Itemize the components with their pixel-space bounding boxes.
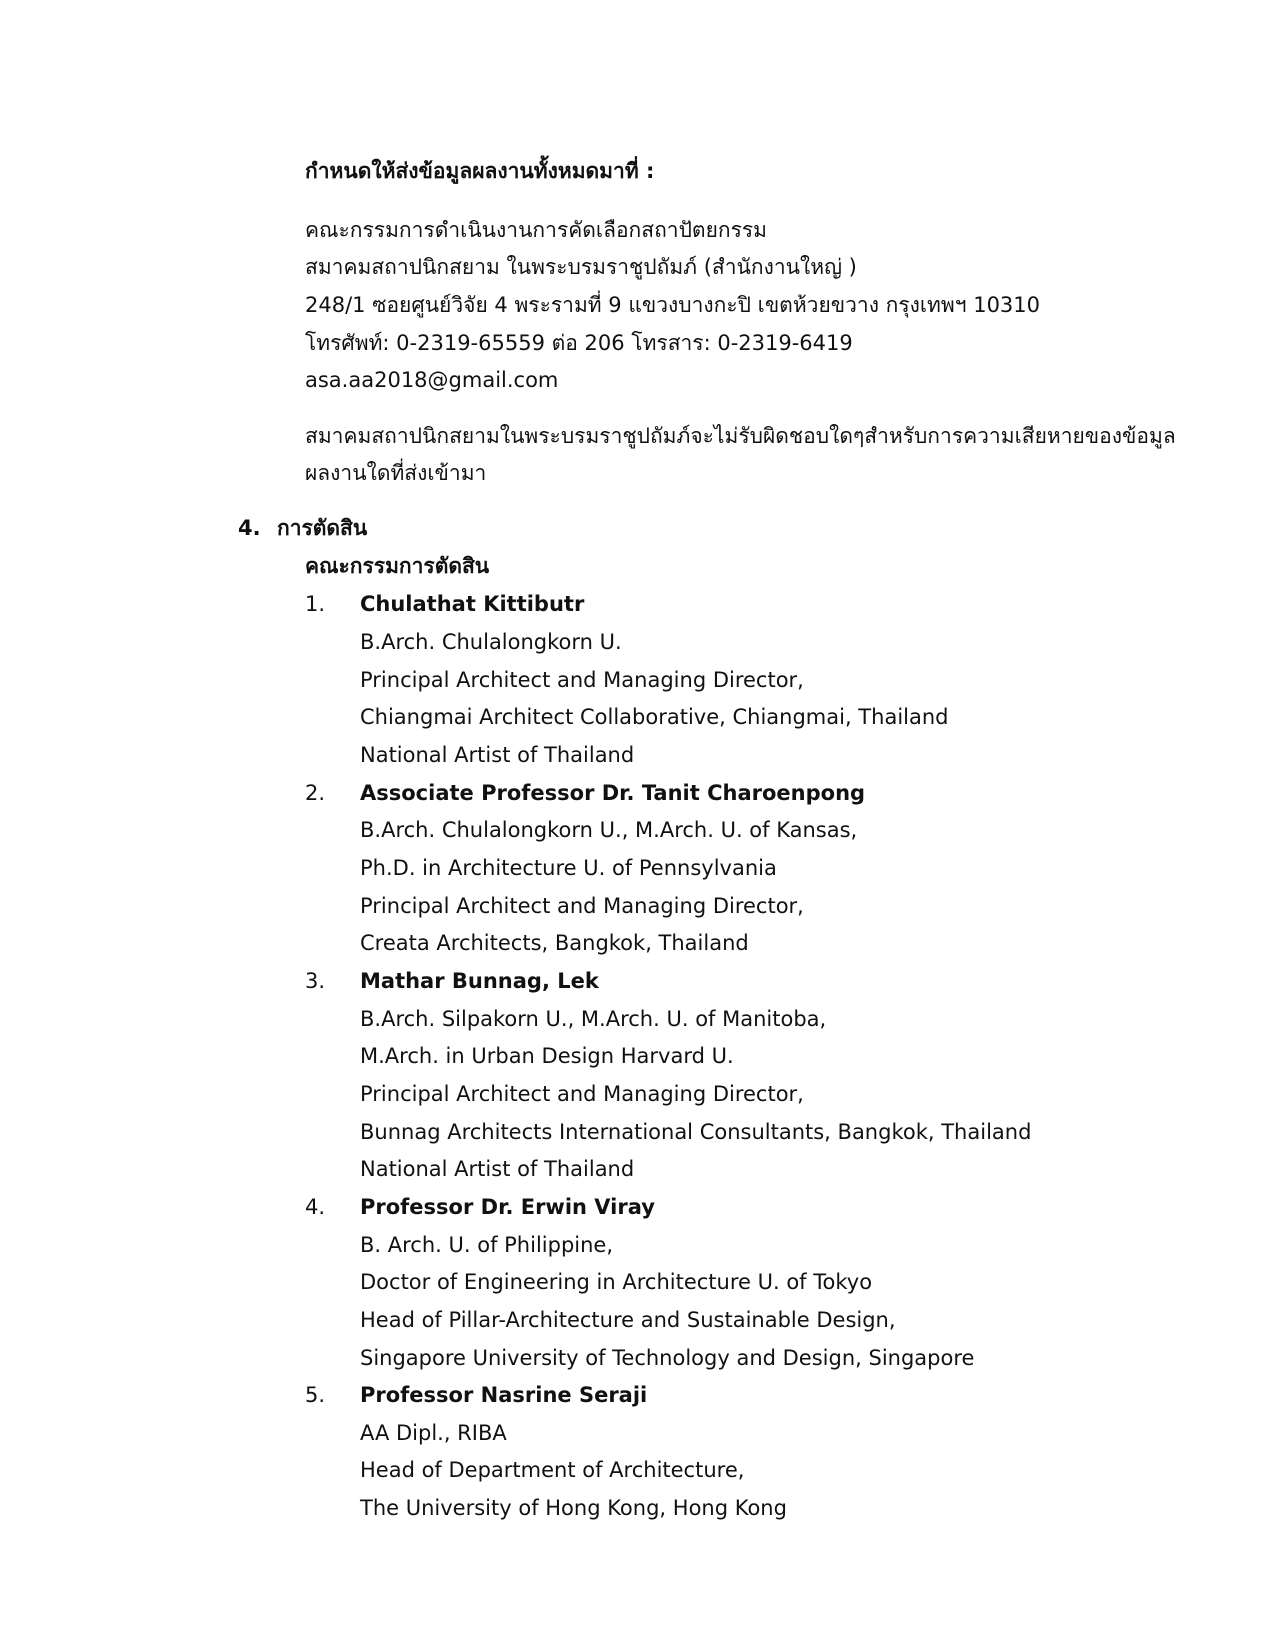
juror-detail: Ph.D. in Architecture U. of Pennsylvania bbox=[360, 856, 777, 880]
juror-detail: Chiangmai Architect Collaborative, Chiangmai, Thailand bbox=[360, 705, 949, 729]
disclaimer-line: ผลงานใดที่ส่งเข้ามา bbox=[305, 461, 487, 485]
juror-name: Professor Nasrine Seraji bbox=[360, 1383, 648, 1407]
juror-detail: B. Arch. U. of Philippine, bbox=[360, 1233, 614, 1257]
juror-detail: M.Arch. in Urban Design Harvard U. bbox=[360, 1044, 734, 1068]
address-line: สมาคมสถาปนิกสยาม ในพระบรมราชูปถัมภ์ (สำนักงานใหญ่ ) bbox=[305, 255, 857, 279]
juror-name: Associate Professor Dr. Tanit Charoenpong bbox=[360, 781, 866, 805]
juror-detail: B.Arch. Silpakorn U., M.Arch. U. of Manitoba, bbox=[360, 1007, 827, 1031]
section-title: การตัดสิน bbox=[277, 516, 368, 540]
juror-detail: Head of Pillar-Architecture and Sustainable Design, bbox=[360, 1308, 896, 1332]
juror-detail: Doctor of Engineering in Architecture U. of Tokyo bbox=[360, 1270, 873, 1294]
committee-title: คณะกรรมการตัดสิน bbox=[305, 554, 490, 578]
juror-detail: National Artist of Thailand bbox=[360, 1157, 635, 1181]
email-line: asa.aa2018@gmail.com bbox=[305, 368, 559, 392]
address-line: คณะกรรมการดำเนินงานการคัดเลือกสถาปัตยกรรม bbox=[305, 218, 767, 242]
juror-name: Mathar Bunnag, Lek bbox=[360, 969, 599, 993]
juror-detail: Bunnag Architects International Consultants, Bangkok, Thailand bbox=[360, 1120, 1032, 1144]
section-number: 4. bbox=[238, 516, 261, 540]
phone-fax-line: โทรศัพท์: 0-2319-65559 ต่อ 206 โทรสาร: 0-2319-6419 bbox=[305, 331, 853, 355]
juror-number: 2. bbox=[305, 781, 326, 805]
juror-detail: AA Dipl., RIBA bbox=[360, 1421, 507, 1445]
juror-detail: National Artist of Thailand bbox=[360, 743, 635, 767]
juror-detail: Principal Architect and Managing Director, bbox=[360, 668, 804, 692]
juror-detail: The University of Hong Kong, Hong Kong bbox=[360, 1496, 787, 1520]
juror-detail: Creata Architects, Bangkok, Thailand bbox=[360, 931, 749, 955]
juror-detail: B.Arch. Chulalongkorn U. bbox=[360, 630, 622, 654]
juror-name: Chulathat Kittibutr bbox=[360, 592, 585, 616]
address-line: 248/1 ซอยศูนย์วิจัย 4 พระรามที่ 9 แขวงบางกะปิ เขตห้วยขวาง กรุงเทพฯ 10310 bbox=[305, 293, 1041, 317]
juror-detail: Singapore University of Technology and Design, Singapore bbox=[360, 1346, 975, 1370]
juror-number: 3. bbox=[305, 969, 326, 993]
juror-detail: Principal Architect and Managing Director, bbox=[360, 1082, 804, 1106]
disclaimer-line: สมาคมสถาปนิกสยามในพระบรมราชูปถัมภ์จะไม่รับผิดชอบใดๆสำหรับการความเสียหายของข้อมูล bbox=[305, 424, 1176, 448]
submission-heading: กำหนดให้ส่งข้อมูลผลงานทั้งหมดมาที่ : bbox=[305, 159, 655, 183]
juror-name: Professor Dr. Erwin Viray bbox=[360, 1195, 655, 1219]
juror-detail: B.Arch. Chulalongkorn U., M.Arch. U. of Kansas, bbox=[360, 818, 858, 842]
juror-number: 1. bbox=[305, 592, 326, 616]
juror-detail: Head of Department of Architecture, bbox=[360, 1458, 745, 1482]
juror-number: 4. bbox=[305, 1195, 326, 1219]
juror-detail: Principal Architect and Managing Director, bbox=[360, 894, 804, 918]
juror-number: 5. bbox=[305, 1383, 326, 1407]
